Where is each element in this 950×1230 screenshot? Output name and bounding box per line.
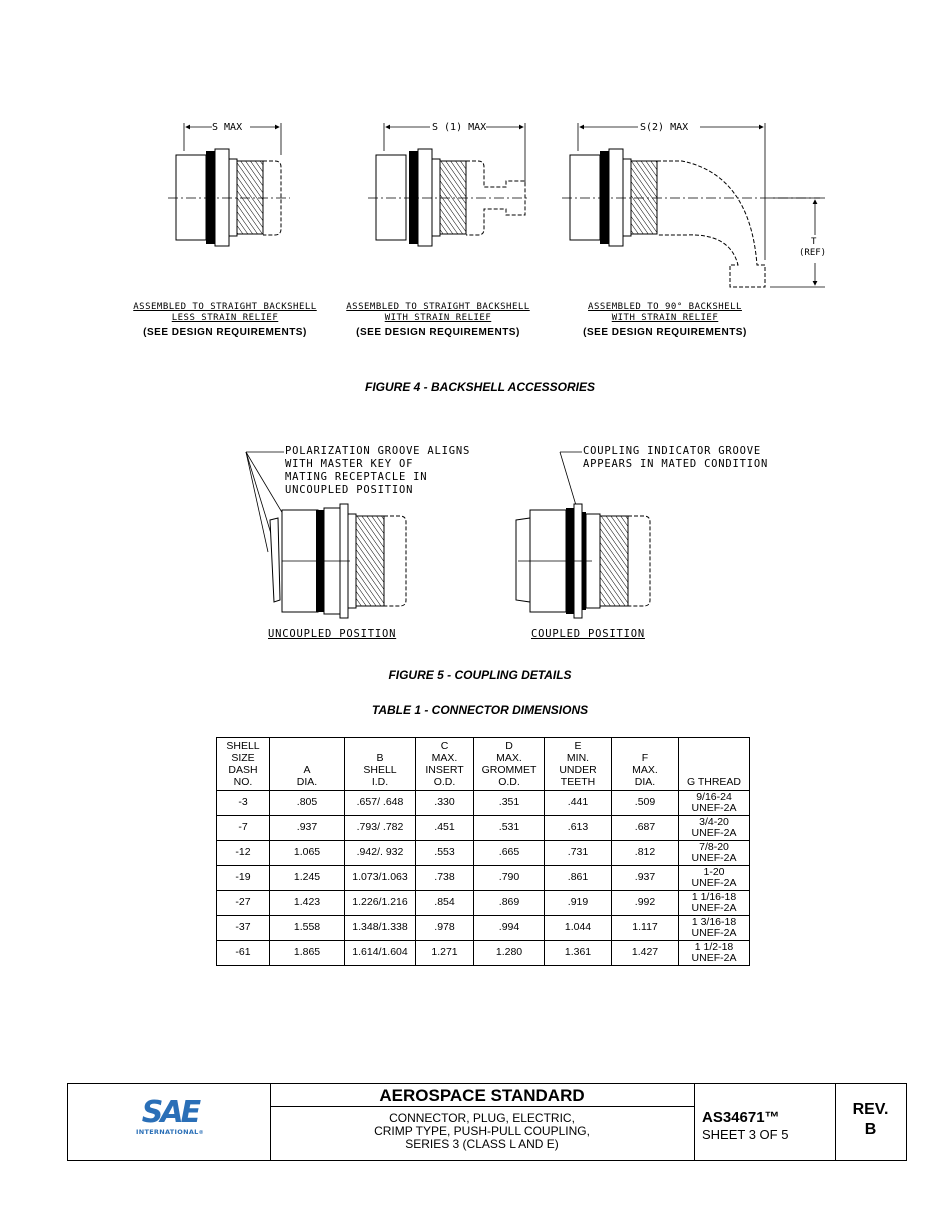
table-cell: 1.614/1.604 — [345, 941, 416, 966]
logo-cell — [68, 1084, 271, 1160]
table-cell: .657/ .648 — [345, 791, 416, 816]
view-label-2-note: (SEE DESIGN REQUIREMENTS) — [356, 327, 520, 338]
indicator-note-line: APPEARS IN MATED CONDITION — [583, 458, 769, 470]
table-cell: .854 — [416, 891, 474, 916]
connector-dimensions-table — [216, 737, 750, 966]
table-cell — [679, 816, 750, 841]
table-cell: .869 — [474, 891, 545, 916]
header-line: MAX. — [632, 764, 658, 776]
table-cell: 1.073/1.063 — [345, 866, 416, 891]
table-cell: .812 — [612, 841, 679, 866]
thread-class: UNEF-2A — [691, 952, 737, 964]
thread-size: 7/8-20 — [699, 840, 729, 853]
table-cell: .937 — [270, 816, 345, 841]
table-row — [217, 941, 750, 966]
polarization-note-line: UNCOUPLED POSITION — [285, 484, 414, 496]
figure-4-caption: FIGURE 4 - BACKSHELL ACCESSORIES — [364, 380, 596, 394]
view-straight-with-relief — [368, 123, 530, 246]
table-cell: .992 — [612, 891, 679, 916]
table-cell: -7 — [217, 816, 270, 841]
header-line: SHELL — [226, 740, 260, 752]
thread-class: UNEF-2A — [691, 852, 737, 864]
header-line: MAX. — [496, 752, 522, 764]
table-row — [217, 816, 750, 841]
document-title — [270, 1112, 694, 1151]
table-cell: -37 — [217, 916, 270, 941]
thread-size: 1 3/16-18 — [691, 915, 737, 928]
header-line: D — [505, 740, 513, 752]
table-row — [217, 916, 750, 941]
table-cell: .509 — [612, 791, 679, 816]
table-cell: 1.865 — [270, 941, 345, 966]
sae-logo-sub-text: INTERNATIONAL — [136, 1128, 199, 1136]
table-1-title: TABLE 1 - CONNECTOR DIMENSIONS — [371, 703, 589, 717]
table-cell: 1.044 — [545, 916, 612, 941]
revision-cell — [835, 1084, 906, 1160]
table-cell: -61 — [217, 941, 270, 966]
header-line: INSERT — [425, 764, 464, 776]
table-row — [217, 791, 750, 816]
view-label-3-note: (SEE DESIGN REQUIREMENTS) — [583, 327, 747, 338]
table-cell: 1.558 — [270, 916, 345, 941]
header-line: F — [641, 752, 649, 764]
header-line: DIA. — [634, 776, 656, 788]
header-line: B — [376, 752, 384, 764]
table-cell: .861 — [545, 866, 612, 891]
table-cell: .553 — [416, 841, 474, 866]
header-line: SIZE — [231, 752, 255, 764]
table-cell: 1.065 — [270, 841, 345, 866]
thread-class: UNEF-2A — [691, 827, 737, 839]
table-cell: .978 — [416, 916, 474, 941]
table-header-row — [217, 738, 750, 791]
header-line: O.D. — [433, 776, 456, 788]
thread-class: UNEF-2A — [691, 902, 737, 914]
table-cell: 1.361 — [545, 941, 612, 966]
header-line: NO. — [233, 776, 253, 788]
table-cell: .613 — [545, 816, 612, 841]
header-line: G THREAD — [686, 776, 742, 788]
dim-ref: (REF) — [799, 248, 827, 258]
header-line: A — [303, 764, 311, 776]
table-cell: .731 — [545, 841, 612, 866]
table-cell — [679, 841, 750, 866]
view-label-1-line2: LESS STRAIN RELIEF — [171, 313, 279, 323]
view-label-2 — [333, 302, 543, 338]
figure-4-drawing — [130, 115, 830, 295]
table-cell: -27 — [217, 891, 270, 916]
thread-size: 9/16-24 — [696, 790, 732, 803]
header-c — [416, 738, 474, 791]
standard-heading: AEROSPACE STANDARD — [270, 1084, 694, 1107]
thread-size: 3/4-20 — [699, 815, 729, 828]
header-line: GROMMET — [481, 764, 537, 776]
header-line: MAX. — [431, 752, 458, 764]
dim-s2-max: S(2) MAX — [640, 122, 689, 133]
table-cell: 1.226/1.216 — [345, 891, 416, 916]
table-cell: 1.271 — [416, 941, 474, 966]
table-cell: .531 — [474, 816, 545, 841]
table-cell: 1.423 — [270, 891, 345, 916]
table-cell: .805 — [270, 791, 345, 816]
uncoupled-position-label: UNCOUPLED POSITION — [268, 628, 397, 640]
view-label-2-line2: WITH STRAIN RELIEF — [384, 313, 492, 323]
header-line: TEETH — [560, 776, 596, 788]
table-cell: .793/ .782 — [345, 816, 416, 841]
table-cell — [679, 941, 750, 966]
header-b — [345, 738, 416, 791]
table-cell — [679, 791, 750, 816]
title-block — [67, 1083, 907, 1161]
view-straight-less-relief — [168, 123, 290, 246]
table-cell — [679, 891, 750, 916]
dim-t: T — [811, 237, 817, 247]
header-a — [270, 738, 345, 791]
table-cell: -3 — [217, 791, 270, 816]
view-label-2-line1: ASSEMBLED TO STRAIGHT BACKSHELL — [346, 302, 530, 312]
title-line: CONNECTOR, PLUG, ELECTRIC, — [389, 1111, 575, 1125]
view-90-degree — [562, 123, 825, 287]
sae-logo-sub — [136, 1128, 204, 1136]
coupled-connector — [516, 504, 650, 618]
thread-size: 1-20 — [703, 865, 725, 878]
table-cell: .441 — [545, 791, 612, 816]
view-label-1-note: (SEE DESIGN REQUIREMENTS) — [143, 327, 307, 338]
table-cell: .994 — [474, 916, 545, 941]
table-row — [217, 891, 750, 916]
table-cell: .330 — [416, 791, 474, 816]
uncoupled-connector — [270, 504, 406, 618]
table-cell — [679, 916, 750, 941]
polarization-note-line: POLARIZATION GROOVE ALIGNS — [285, 445, 471, 457]
header-line: DASH — [228, 764, 258, 776]
view-label-3-line1: ASSEMBLED TO 90° BACKSHELL — [588, 302, 742, 312]
doc-number: AS34671™ — [702, 1109, 780, 1126]
header-g — [679, 738, 750, 791]
table-cell: .919 — [545, 891, 612, 916]
title-cell — [270, 1084, 695, 1160]
table-cell: 1.427 — [612, 941, 679, 966]
thread-class: UNEF-2A — [691, 877, 737, 889]
header-line: I.D. — [371, 776, 389, 788]
header-line: O.D. — [498, 776, 520, 788]
header-line: SHELL — [363, 764, 397, 776]
sae-logo-reg: ® — [198, 1130, 204, 1136]
polarization-note — [285, 445, 470, 497]
table-row — [217, 841, 750, 866]
table-cell: .351 — [474, 791, 545, 816]
rev-value: B — [864, 1121, 877, 1138]
coupled-position-label: COUPLED POSITION — [531, 628, 645, 640]
view-label-1 — [120, 302, 330, 338]
polarization-note-line: MATING RECEPTACLE IN — [285, 471, 428, 483]
view-label-1-line1: ASSEMBLED TO STRAIGHT BACKSHELL — [133, 302, 317, 312]
figure-5-caption: FIGURE 5 - COUPLING DETAILS — [388, 668, 572, 682]
header-line: DIA. — [296, 776, 318, 788]
doc-number-cell — [694, 1084, 836, 1160]
table-cell: 1.117 — [612, 916, 679, 941]
title-line: SERIES 3 (CLASS L AND E) — [405, 1137, 559, 1151]
header-line: UNDER — [559, 764, 597, 776]
indicator-note-line: COUPLING INDICATOR GROOVE — [583, 445, 762, 457]
title-line: CRIMP TYPE, PUSH-PULL COUPLING, — [374, 1124, 590, 1138]
table-cell: .937 — [612, 866, 679, 891]
view-label-3-line2: WITH STRAIN RELIEF — [611, 313, 719, 323]
header-d — [474, 738, 545, 791]
header-line: C — [440, 740, 449, 752]
thread-size: 1 1/2-18 — [694, 940, 734, 953]
thread-size: 1 1/16-18 — [691, 890, 737, 903]
header-e — [545, 738, 612, 791]
dim-s-max: S MAX — [212, 122, 243, 133]
rev-label: REV. — [852, 1101, 889, 1118]
table-cell: .687 — [612, 816, 679, 841]
sae-logo — [136, 1095, 204, 1136]
table-cell — [679, 866, 750, 891]
sae-logo-text: SAE — [141, 1095, 199, 1130]
view-label-3 — [560, 302, 770, 338]
table-cell: .451 — [416, 816, 474, 841]
table-cell: 1.280 — [474, 941, 545, 966]
table-cell: .942/. 932 — [345, 841, 416, 866]
table-cell: .790 — [474, 866, 545, 891]
table-cell: .738 — [416, 866, 474, 891]
table-cell: -19 — [217, 866, 270, 891]
thread-class: UNEF-2A — [691, 802, 737, 814]
sheet-number: SHEET 3 OF 5 — [702, 1127, 789, 1142]
table-cell: .665 — [474, 841, 545, 866]
indicator-note — [583, 445, 768, 471]
header-shell-size — [217, 738, 270, 791]
table-cell: 1.245 — [270, 866, 345, 891]
table-row — [217, 866, 750, 891]
header-f — [612, 738, 679, 791]
polarization-note-line: WITH MASTER KEY OF — [285, 458, 414, 470]
thread-class: UNEF-2A — [691, 927, 737, 939]
header-line: MIN. — [566, 752, 590, 764]
dim-s1-max: S (1) MAX — [432, 122, 487, 133]
table-cell: -12 — [217, 841, 270, 866]
table-cell: 1.348/1.338 — [345, 916, 416, 941]
header-line: E — [574, 740, 582, 752]
